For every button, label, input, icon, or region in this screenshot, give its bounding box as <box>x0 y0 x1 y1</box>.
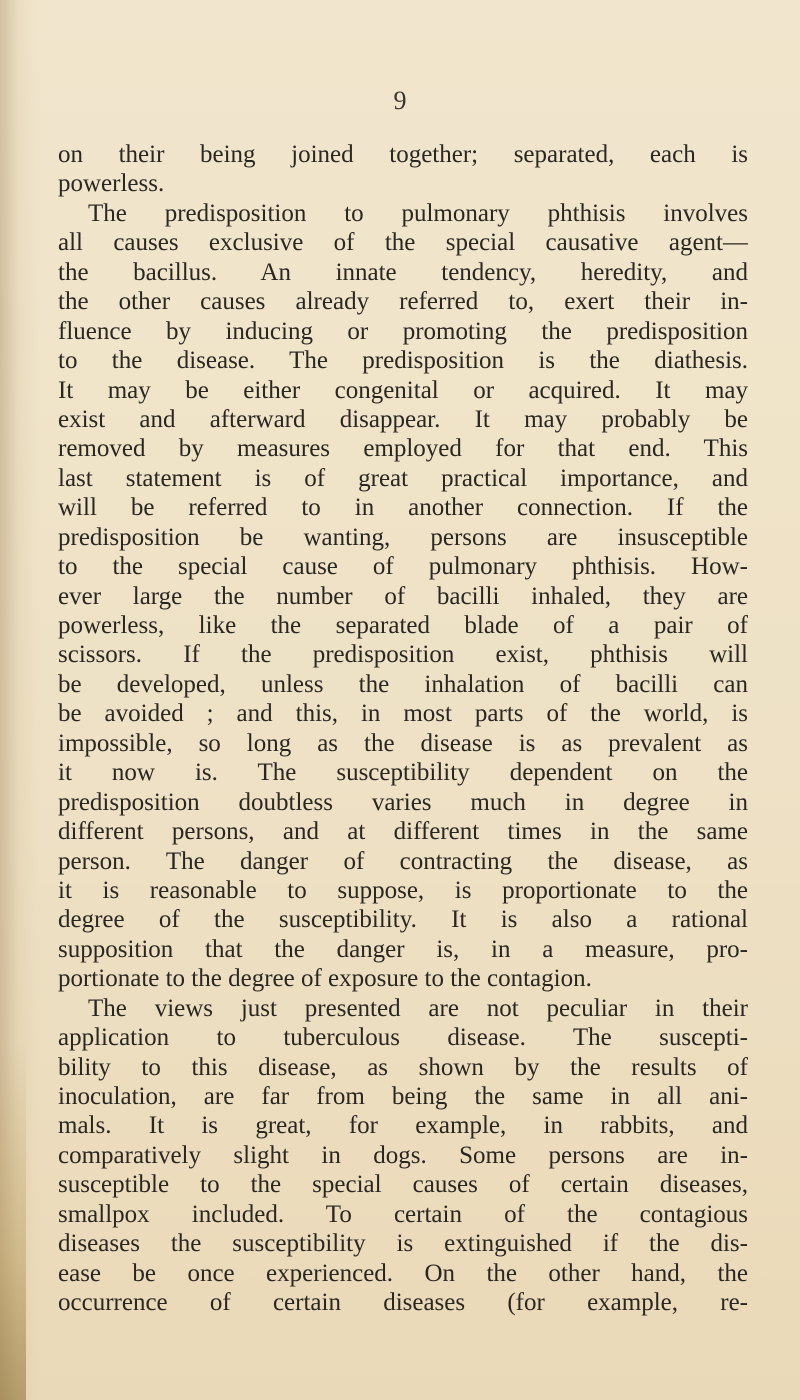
text-line: occurrence of certain diseases (for example, re- <box>58 1289 748 1317</box>
text-line: removed by measures employed for that end. This <box>58 435 748 463</box>
text-line: be developed, unless the inhalation of bacilli can <box>58 670 748 698</box>
text-line: the other causes already referred to, exert their in- <box>58 288 748 316</box>
text-line: portionate to the degree of exposure to the contagion. <box>58 965 592 993</box>
text-line: it now is. The susceptibility dependent on the <box>58 759 748 787</box>
text-line: different persons, and at different times in the same <box>58 818 748 846</box>
text-line: smallpox included. To certain of the contagious <box>58 1200 748 1228</box>
text-line: bility to this disease, as shown by the results of <box>58 1053 748 1081</box>
text-line: exist and afterward disappear. It may probably be <box>58 405 748 433</box>
text-line: ease be once experienced. On the other hand, the <box>58 1259 748 1287</box>
text-line: impossible, so long as the disease is as prevalent as <box>58 729 748 757</box>
text-line: the bacillus. An innate tendency, heredity, and <box>58 258 748 286</box>
text-line: ever large the number of bacilli inhaled, they are <box>58 582 748 610</box>
text-line: inoculation, are far from being the same in all ani- <box>58 1083 748 1110</box>
paragraph-start-line: The predisposition to pulmonary phthisis involves <box>88 199 748 227</box>
page-edge-stain <box>0 1040 26 1400</box>
text-line: It may be either congenital or acquired. It may <box>58 376 748 404</box>
text-line: person. The danger of contracting the disease, as <box>58 847 748 875</box>
text-line: scissors. If the predisposition exist, phthisis will <box>58 641 748 669</box>
text-line: mals. It is great, for example, in rabbits, and <box>58 1112 748 1140</box>
page-number: 9 <box>393 86 407 115</box>
text-line: powerless. <box>58 170 165 198</box>
text-line: comparatively slight in dogs. Some persons are in- <box>58 1141 748 1169</box>
text-line: diseases the susceptibility is extinguished if the dis- <box>58 1230 748 1258</box>
text-line: all causes exclusive of the special causative agent— <box>58 229 748 257</box>
text-line: susceptible to the special causes of certain diseases, <box>58 1171 748 1199</box>
body-text <box>58 140 748 1318</box>
text-line: application to tuberculous disease. The suscepti- <box>58 1024 748 1052</box>
text-line: predisposition doubtless varies much in degree in <box>58 788 748 816</box>
text-line: will be referred to in another connection. If the <box>58 494 748 522</box>
text-line: supposition that the danger is, in a measure, pro- <box>58 935 748 963</box>
text-line: to the disease. The predisposition is the diathesis. <box>58 347 748 375</box>
text-line: be avoided ; and this, in most parts of the world, is <box>58 700 748 728</box>
text-line: last statement is of great practical importance, and <box>58 464 748 492</box>
text-line: it is reasonable to suppose, is proportionate to the <box>58 876 748 904</box>
text-line: to the special cause of pulmonary phthisis. How- <box>58 553 748 581</box>
text-line: on their being joined together; separated, each is <box>58 141 748 168</box>
text-line: powerless, like the separated blade of a pair of <box>58 612 748 639</box>
text-line: predisposition be wanting, persons are insusceptible <box>58 523 748 551</box>
text-line: fluence by inducing or promoting the predisposition <box>58 317 748 345</box>
text-line: degree of the susceptibility. It is also a rational <box>58 906 748 934</box>
paragraph-start-line: The views just presented are not peculiar in their <box>88 994 748 1022</box>
